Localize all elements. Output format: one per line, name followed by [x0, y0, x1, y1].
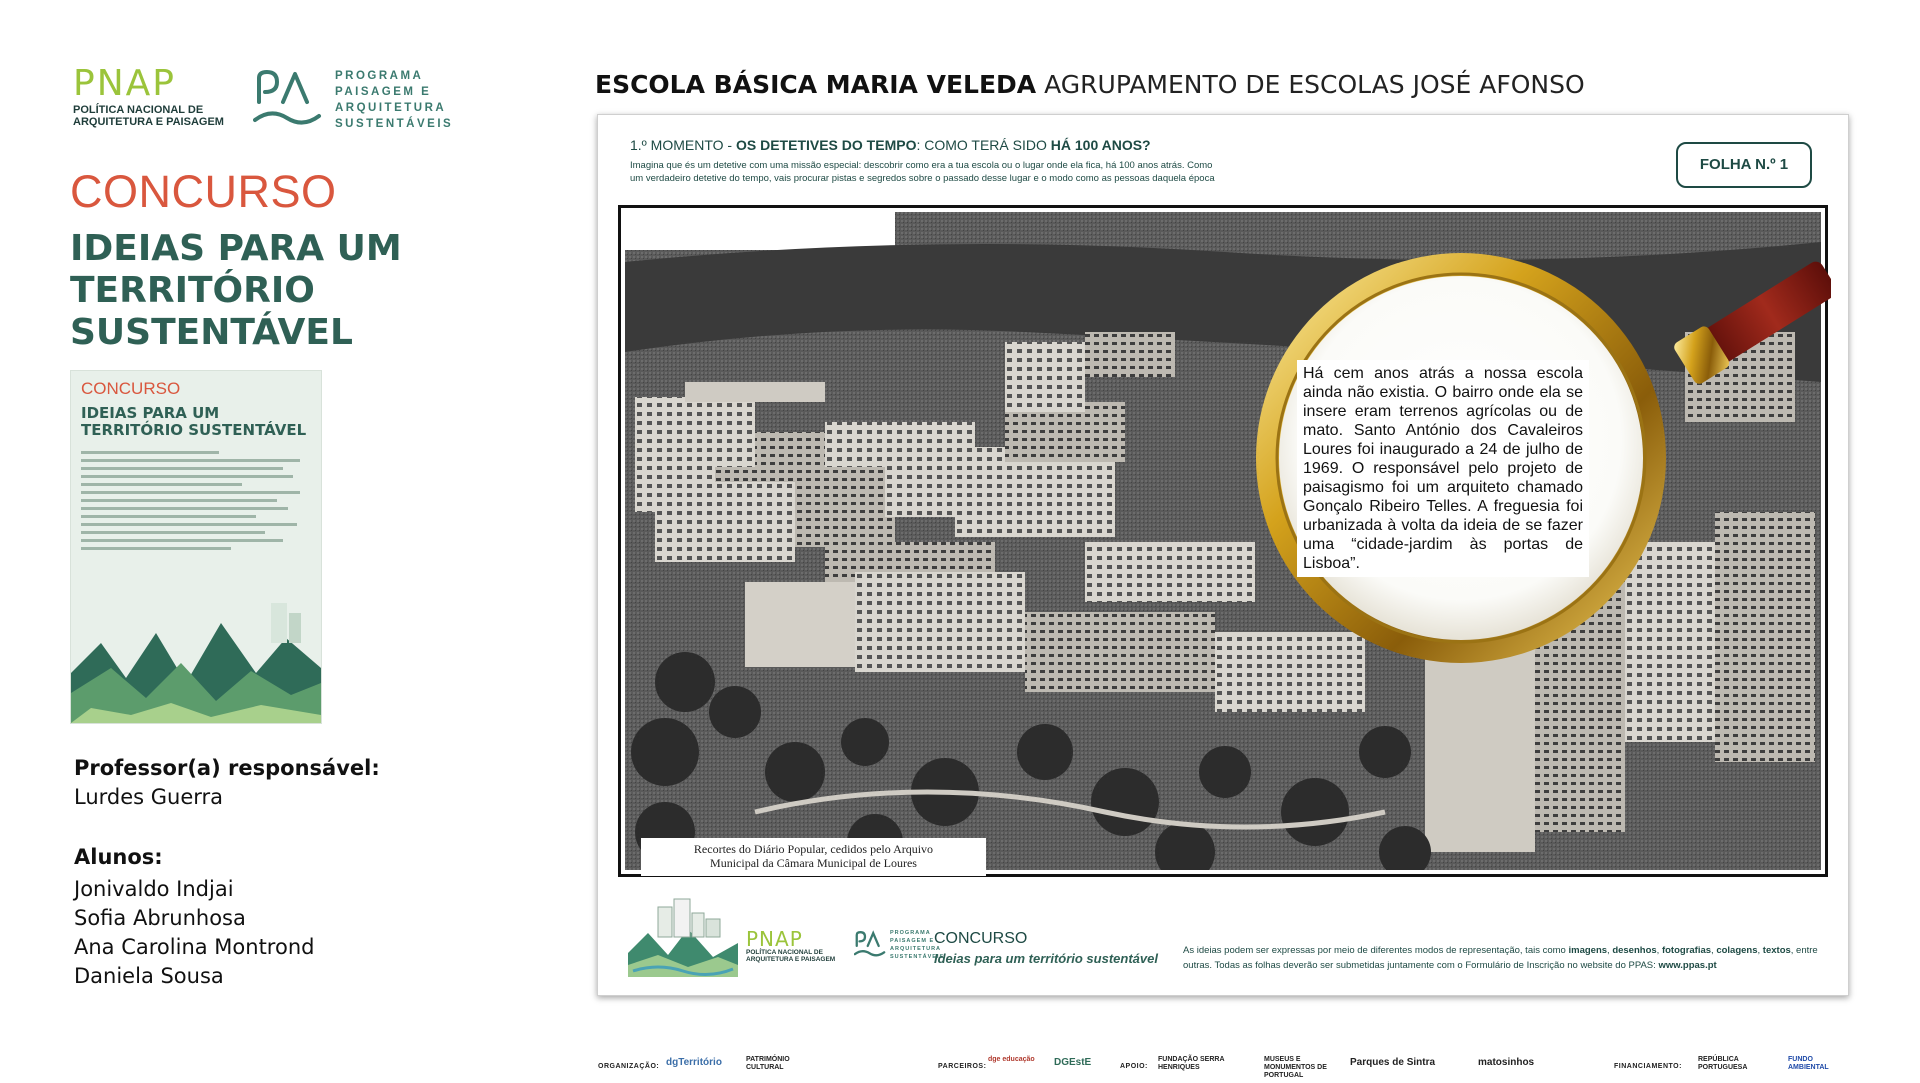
- header-logos: [73, 62, 473, 142]
- note-sep: ,: [1607, 945, 1613, 956]
- pnap-wordmark: PNAP: [73, 63, 176, 104]
- footer-ppas-text-line: ARQUITETURA: [890, 946, 942, 952]
- students-label: Alunos:: [74, 845, 163, 869]
- professor-name: Lurdes Guerra: [74, 785, 224, 809]
- moment-mid: : COMO TERÁ SIDO: [916, 137, 1051, 153]
- parques-sintra-logo: Parques de Sintra: [1350, 1057, 1436, 1068]
- footer-pnap-wordmark: PNAP: [746, 927, 803, 951]
- moment-prefix: 1.º MOMENTO -: [630, 137, 736, 153]
- footer-ppas-mark-icon: [854, 929, 886, 961]
- note-text: As ideias podem ser expressas por meio de diferentes modos de representação, tais como: [1183, 945, 1569, 956]
- school-group: AGRUPAMENTO DE ESCOLAS JOSÉ AFONSO: [1044, 70, 1585, 99]
- footer-pnap-logo: [746, 929, 835, 963]
- note-sep: ,: [1757, 945, 1763, 956]
- matosinhos-logo: matosinhos: [1478, 1057, 1535, 1068]
- organizacao-label: ORGANIZAÇÃO:: [598, 1063, 660, 1070]
- financiamento-label: FINANCIAMENTO:: [1614, 1063, 1682, 1070]
- note-bold: desenhos: [1612, 945, 1657, 956]
- contest-title-line: IDEIAS PARA UM: [70, 228, 402, 269]
- student-name: Jonivaldo Indjai: [74, 877, 234, 901]
- magnifier-history-text: Há cem anos atrás a nossa escola ainda não existia. O bairro onde ela se insere eram terrenos agrícolas ou de mato. Santo António dos Cavaleiros Loures foi inaugurado a 24 de julho de 1969. O responsável pelo projeto de paisagismo foi um arquiteto chamado Gonçalo Ribeiro Telles. A freguesia foi urbanizada à volta da ideia de se fazer uma “cidade-jardim às portas de Lisboa”.: [1297, 360, 1589, 577]
- pnap-subtitle-line: POLÍTICA NACIONAL DE: [73, 104, 204, 116]
- ppas-text-line: PAISAGEM E: [335, 86, 432, 98]
- contest-title: [70, 228, 402, 354]
- note-sep: ,: [1711, 945, 1717, 956]
- footer-ppas-logo: [854, 929, 945, 965]
- note-bold: imagens: [1568, 945, 1608, 956]
- dgterritorio-logo: dgTerritório: [666, 1057, 722, 1068]
- pnap-logo: [73, 63, 224, 128]
- concurso-title: CONCURSO: [70, 166, 337, 217]
- footer-ppas-text-line: PAISAGEM E: [890, 938, 935, 944]
- archive-photo-frame: [618, 205, 1828, 877]
- photo-caption-line: Municipal da Câmara Municipal de Loures: [710, 856, 917, 870]
- contest-title-line: SUSTENTÁVEL: [70, 312, 353, 353]
- footer-submission-note: [1183, 943, 1823, 973]
- note-bold: colagens: [1716, 945, 1758, 956]
- photo-caption: [641, 838, 986, 876]
- poster-body-text: [81, 451, 311, 555]
- contest-title-line: TERRITÓRIO: [70, 270, 315, 311]
- museus-monumentos-logo: MUSEUS E MONUMENTOS DE PORTUGAL: [1264, 1056, 1327, 1079]
- footer-pnap-subtitle-line: POLÍTICA NACIONAL DE: [746, 949, 823, 956]
- footer-concurso: CONCURSO: [934, 930, 1028, 947]
- pnap-subtitle-line: ARQUITETURA E PAISAGEM: [73, 116, 224, 128]
- photo-caption-line: Recortes do Diário Popular, cedidos pelo Arquivo: [693, 842, 934, 856]
- ppas-mark-icon: [253, 68, 323, 132]
- note-bold: textos: [1762, 945, 1791, 956]
- school-name: ESCOLA BÁSICA MARIA VELEDA: [595, 70, 1037, 99]
- ppas-website-link[interactable]: www.ppas.pt: [1658, 960, 1717, 971]
- worksheet-footer: [618, 885, 1828, 985]
- poster-landscape-illustration: [71, 583, 321, 723]
- poster-concurso: CONCURSO: [81, 379, 181, 398]
- ppas-text-line: ARQUITETURA: [335, 102, 447, 114]
- sponsors-strip: [598, 1053, 1846, 1083]
- note-sep: ,: [1656, 945, 1662, 956]
- republica-portuguesa-logo: REPÚBLICA PORTUGUESA: [1698, 1056, 1748, 1071]
- ppas-text-line: PROGRAMA: [335, 70, 424, 82]
- patrimonio-cultural-logo: PATRIMÓNIO CULTURAL: [746, 1056, 790, 1071]
- moment-title: [630, 137, 1151, 153]
- dgeste-logo: DGEstE: [1054, 1057, 1092, 1068]
- moment-question: HÁ 100 ANOS?: [1050, 137, 1151, 153]
- sheet-number-badge: FOLHA N.º 1: [1676, 142, 1812, 188]
- student-name: Sofia Abrunhosa: [74, 906, 246, 930]
- poster-title-line: TERRITÓRIO SUSTENTÁVEL: [81, 421, 307, 439]
- note-bold: fotografias: [1661, 945, 1712, 956]
- parceiros-label: PARCEIROS:: [938, 1063, 987, 1070]
- professor-label: Professor(a) responsável:: [74, 756, 380, 780]
- city-landscape-illustration: [628, 893, 738, 977]
- footer-pnap-subtitle: [746, 949, 835, 963]
- poster-title-line: IDEIAS PARA UM: [81, 404, 220, 422]
- apoio-label: APOIO:: [1120, 1063, 1148, 1070]
- note-text: , entre outras. Todas as folhas deverão ser submetidas juntamente com o Formulário de Inscrição no website do PPAS:: [1183, 945, 1818, 971]
- worksheet: [597, 114, 1849, 996]
- dge-logo: dge educação: [988, 1056, 1035, 1063]
- student-name: Daniela Sousa: [74, 964, 224, 988]
- students-list: [74, 875, 314, 991]
- moment-bold-title: OS DETETIVES DO TEMPO: [735, 137, 917, 153]
- footer-ppas-text-line: PROGRAMA: [890, 930, 931, 936]
- footer-pnap-subtitle-line: ARQUITETURA E PAISAGEM: [746, 956, 836, 963]
- contest-poster-thumbnail: [70, 370, 322, 724]
- moment-description: Imagina que és um detetive com uma missão especial: descobrir como era a tua escola ou o lugar onde ela fica, há 100 anos atrás. Como um verdadeiro detetive do tempo, vais procurar pistas e segredos sobre o passado desse lugar e o modo como as pessoas daquela época: [630, 160, 1215, 184]
- footer-contest-title: Ideias para um território sustentável: [934, 951, 1158, 966]
- ppas-text-line: SUSTENTÁVEIS: [335, 118, 454, 130]
- pnap-subtitle: [73, 104, 224, 128]
- student-name: Ana Carolina Montrond: [74, 935, 315, 959]
- poster-title: [81, 405, 306, 439]
- footer-ppas-text-line: SUSTENTÁVEIS: [890, 954, 945, 960]
- school-header: [595, 70, 1585, 99]
- fundacao-serra-henriques-logo: FUNDAÇÃO SERRA HENRIQUES: [1158, 1056, 1225, 1071]
- fundo-ambiental-logo: FUNDO AMBIENTAL: [1788, 1056, 1829, 1071]
- ppas-text: [335, 68, 453, 132]
